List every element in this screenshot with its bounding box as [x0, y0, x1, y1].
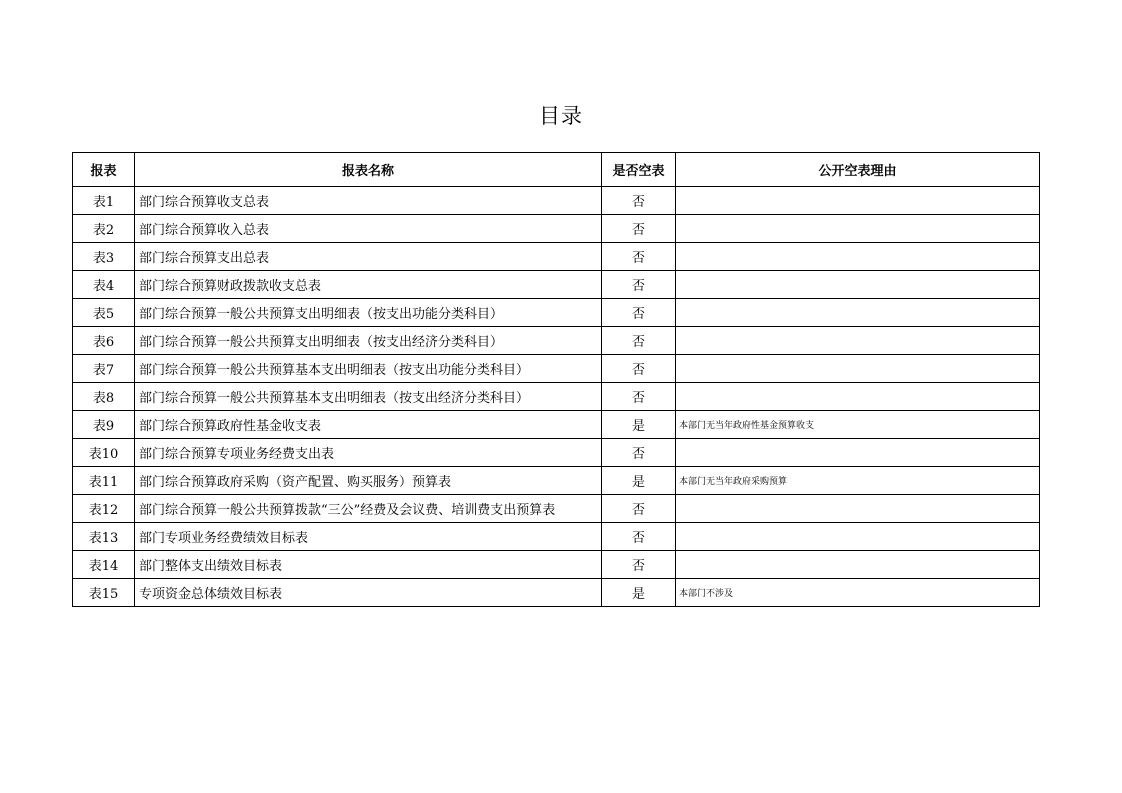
cell-number: 表5 [73, 299, 135, 327]
cell-number: 表3 [73, 243, 135, 271]
cell-is-empty: 是 [602, 411, 676, 439]
table-row [73, 579, 1040, 607]
cell-number: 表1 [73, 187, 135, 215]
cell-number: 表9 [73, 411, 135, 439]
cell-number: 表14 [73, 551, 135, 579]
header-name: 报表名称 [135, 153, 602, 187]
table-row [73, 187, 1040, 215]
cell-name: 部门综合预算财政拨款收支总表 [135, 271, 602, 299]
cell-is-empty: 否 [602, 299, 676, 327]
cell-name: 部门综合预算收入总表 [135, 215, 602, 243]
cell-reason [676, 243, 1040, 271]
cell-number: 表10 [73, 439, 135, 467]
header-is-empty: 是否空表 [602, 153, 676, 187]
cell-reason: 本部门无当年政府采购预算 [676, 467, 1040, 495]
cell-name: 部门综合预算政府性基金收支表 [135, 411, 602, 439]
cell-name: 部门整体支出绩效目标表 [135, 551, 602, 579]
report-index-table [72, 152, 1040, 607]
cell-reason [676, 495, 1040, 523]
cell-is-empty: 否 [602, 551, 676, 579]
cell-number: 表4 [73, 271, 135, 299]
table-row [73, 467, 1040, 495]
cell-number: 表2 [73, 215, 135, 243]
cell-is-empty: 否 [602, 355, 676, 383]
cell-is-empty: 否 [602, 271, 676, 299]
cell-name: 专项资金总体绩效目标表 [135, 579, 602, 607]
cell-is-empty: 是 [602, 467, 676, 495]
cell-is-empty: 否 [602, 327, 676, 355]
cell-is-empty: 否 [602, 215, 676, 243]
table-row [73, 383, 1040, 411]
table-row [73, 271, 1040, 299]
cell-number: 表12 [73, 495, 135, 523]
cell-name: 部门综合预算收支总表 [135, 187, 602, 215]
cell-name: 部门综合预算政府采购（资产配置、购买服务）预算表 [135, 467, 602, 495]
cell-number: 表11 [73, 467, 135, 495]
table-row [73, 551, 1040, 579]
cell-reason [676, 551, 1040, 579]
cell-reason [676, 355, 1040, 383]
cell-name: 部门综合预算一般公共预算支出明细表（按支出功能分类科目） [135, 299, 602, 327]
table-row [73, 411, 1040, 439]
cell-reason [676, 383, 1040, 411]
table-row [73, 243, 1040, 271]
cell-number: 表7 [73, 355, 135, 383]
cell-reason [676, 439, 1040, 467]
cell-reason: 本部门不涉及 [676, 579, 1040, 607]
cell-number: 表13 [73, 523, 135, 551]
cell-is-empty: 否 [602, 439, 676, 467]
table-row [73, 299, 1040, 327]
cell-name: 部门综合预算一般公共预算支出明细表（按支出经济分类科目） [135, 327, 602, 355]
cell-reason [676, 187, 1040, 215]
cell-reason [676, 523, 1040, 551]
cell-name: 部门综合预算专项业务经费支出表 [135, 439, 602, 467]
cell-is-empty: 否 [602, 495, 676, 523]
cell-is-empty: 否 [602, 383, 676, 411]
table-row [73, 327, 1040, 355]
cell-number: 表15 [73, 579, 135, 607]
table-row [73, 355, 1040, 383]
page-title: 目录 [539, 104, 583, 128]
cell-reason: 本部门无当年政府性基金预算收支 [676, 411, 1040, 439]
header-reason: 公开空表理由 [676, 153, 1040, 187]
cell-number: 表8 [73, 383, 135, 411]
cell-number: 表6 [73, 327, 135, 355]
cell-reason [676, 299, 1040, 327]
table-header-row [73, 153, 1040, 187]
table-row [73, 495, 1040, 523]
table-row [73, 523, 1040, 551]
table-row [73, 215, 1040, 243]
cell-name: 部门综合预算支出总表 [135, 243, 602, 271]
cell-is-empty: 否 [602, 243, 676, 271]
cell-is-empty: 是 [602, 579, 676, 607]
cell-name: 部门综合预算一般公共预算拨款“三公”经费及会议费、培训费支出预算表 [135, 495, 602, 523]
cell-is-empty: 否 [602, 523, 676, 551]
table-row [73, 439, 1040, 467]
cell-reason [676, 271, 1040, 299]
header-number: 报表 [73, 153, 135, 187]
cell-reason [676, 327, 1040, 355]
cell-is-empty: 否 [602, 187, 676, 215]
cell-name: 部门专项业务经费绩效目标表 [135, 523, 602, 551]
cell-name: 部门综合预算一般公共预算基本支出明细表（按支出功能分类科目） [135, 355, 602, 383]
cell-reason [676, 215, 1040, 243]
cell-name: 部门综合预算一般公共预算基本支出明细表（按支出经济分类科目） [135, 383, 602, 411]
